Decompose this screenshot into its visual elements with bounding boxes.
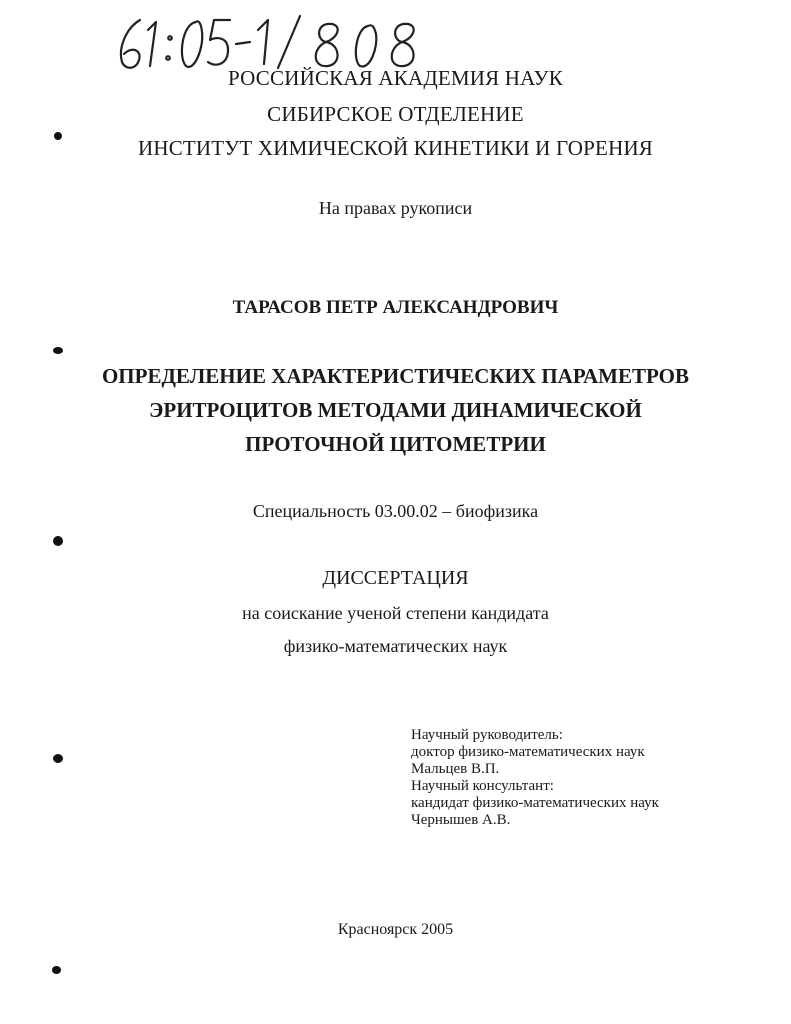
supervisor-label: Научный руководитель: bbox=[411, 727, 563, 743]
handwritten-archive-code bbox=[112, 8, 432, 72]
scan-mark bbox=[53, 754, 63, 763]
institution-line-3: ИНСТИТУТ ХИМИЧЕСКОЙ КИНЕТИКИ И ГОРЕНИЯ bbox=[137, 136, 654, 160]
consultant-degree: кандидат физико-математических наук bbox=[411, 795, 659, 811]
specialty: Специальность 03.00.02 – биофизика bbox=[252, 501, 539, 521]
degree-line-2: физико-математических наук bbox=[283, 636, 508, 656]
consultant-label: Научный консультант: bbox=[411, 778, 554, 794]
institution-line-2: СИБИРСКОЕ ОТДЕЛЕНИЕ bbox=[267, 102, 524, 126]
manuscript-note: На правах рукописи bbox=[318, 198, 473, 218]
title-line-1: ОПРЕДЕЛЕНИЕ ХАРАКТЕРИСТИЧЕСКИХ ПАРАМЕТРОВ bbox=[101, 364, 690, 388]
work-type: ДИССЕРТАЦИЯ bbox=[322, 567, 469, 589]
place-year: Красноярск 2005 bbox=[337, 921, 454, 938]
scan-mark bbox=[53, 347, 63, 354]
advisors-block bbox=[411, 727, 659, 829]
title-line-3: ПРОТОЧНОЙ ЦИТОМЕТРИИ bbox=[245, 432, 546, 456]
degree-line-1: на соискание ученой степени кандидата bbox=[242, 603, 549, 623]
author-name: ТАРАСОВ ПЕТР АЛЕКСАНДРОВИЧ bbox=[232, 297, 559, 318]
consultant-name: Чернышев А.В. bbox=[411, 812, 511, 828]
supervisor-degree: доктор физико-математических наук bbox=[411, 744, 645, 760]
scan-mark bbox=[53, 536, 63, 546]
supervisor-name: Мальцев В.П. bbox=[411, 761, 500, 777]
institution-line-1: РОССИЙСКАЯ АКАДЕМИЯ НАУК bbox=[228, 66, 563, 90]
scan-mark bbox=[54, 132, 62, 140]
title-line-2: ЭРИТРОЦИТОВ МЕТОДАМИ ДИНАМИЧЕСКОЙ bbox=[149, 398, 642, 422]
scan-mark bbox=[52, 966, 61, 974]
